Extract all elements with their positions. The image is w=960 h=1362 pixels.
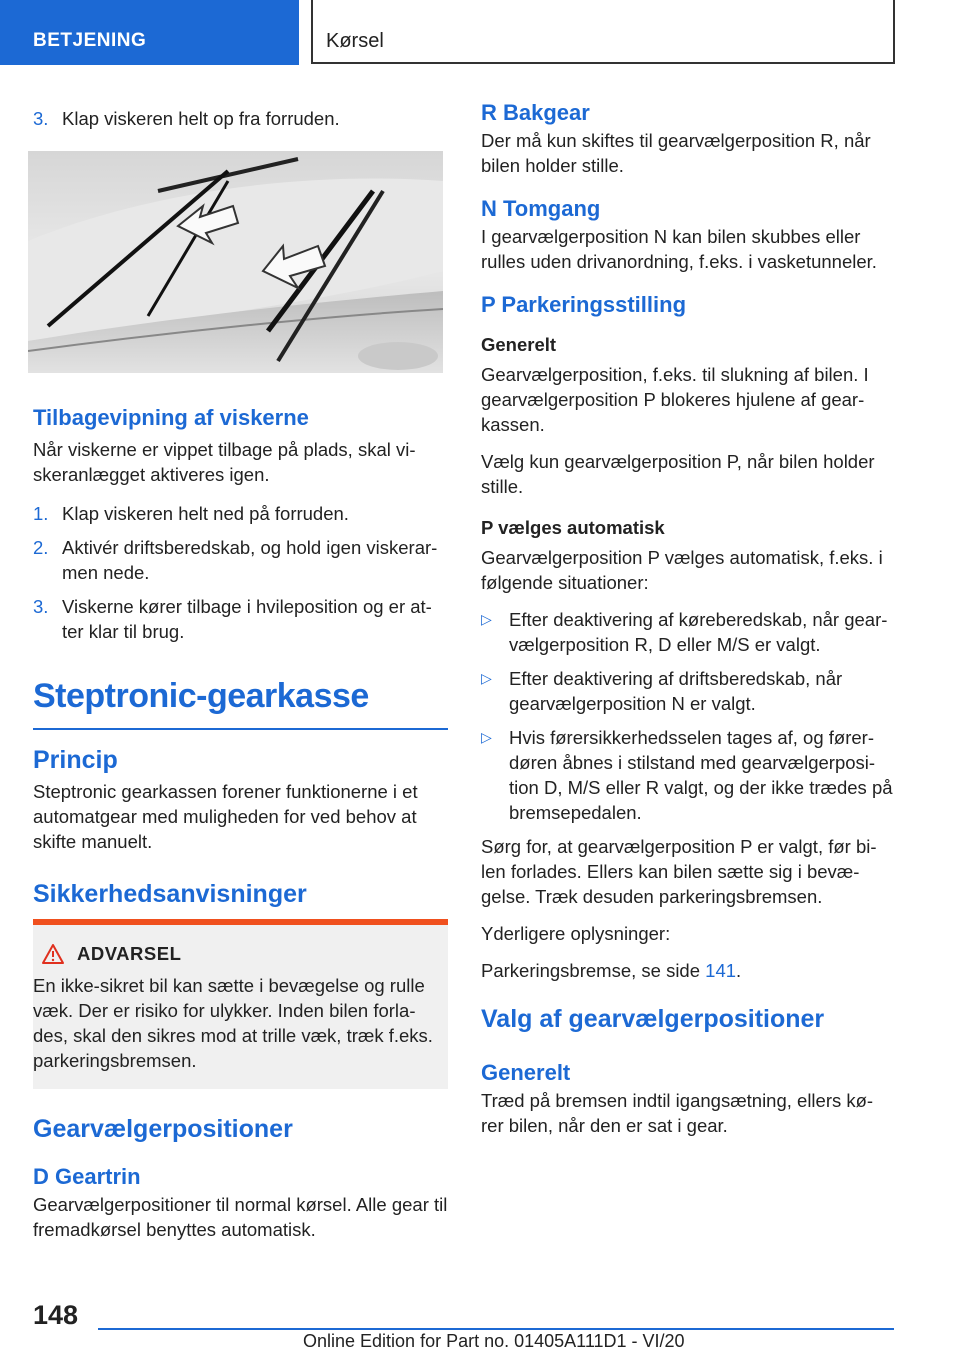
subheading-generelt: Generelt — [481, 334, 557, 355]
paragraph: Træd på bremsen indtil igangsætning, ellers kø-rer bilen, når den er sat i gear. — [481, 1090, 874, 1136]
step-number: 3. — [33, 596, 49, 617]
step-number: 1. — [33, 503, 49, 524]
section-heading-princip: Princip — [33, 746, 118, 774]
step-text: Klap viskeren helt ned på forruden. — [62, 503, 349, 524]
subheading-r-bakgear: R Bakgear — [481, 100, 590, 125]
warning-triangle-icon — [41, 943, 65, 965]
list-item — [481, 666, 895, 716]
paragraph: Vælg kun gearvælgerposition P, når bilen holder stille. — [481, 451, 875, 497]
list-item — [33, 501, 448, 526]
list-item — [481, 725, 895, 825]
paragraph: Der må kun skiftes til gearvælgerposition R, når bilen holder stille. — [481, 130, 871, 176]
paragraph: Steptronic gearkassen forener funktionerne i et automatgear med muligheden for ved behov at skifte manuelt. — [33, 781, 418, 852]
paragraph: Yderligere oplysninger: — [481, 923, 671, 944]
step-number: 3. — [33, 108, 49, 129]
warning-text: En ikke-sikret bil kan sætte i bevægelse og rulle væk. Der er risiko for ulykker. Inden bilen forla-des, skal den sikres mod at trille væk, træk f.eks. parkeringsbremsen. — [33, 975, 433, 1071]
cross-reference-text: Parkeringsbremse, se side — [481, 960, 706, 981]
paragraph: Når viskerne er vippet tilbage på plads, skal vi-skeranlægget aktiveres igen. — [33, 439, 416, 485]
page-link[interactable]: 141 — [705, 960, 737, 981]
page-number: 148 — [33, 1300, 79, 1330]
paragraph — [481, 958, 895, 983]
list-item — [33, 106, 448, 131]
warning-box — [33, 919, 448, 1089]
chapter-heading-steptronic: Steptronic-gearkasse — [33, 677, 369, 715]
subheading-valg-generelt: Generelt — [481, 1060, 571, 1085]
list-item — [481, 607, 895, 657]
edition-text: Online Edition for Part no. 01405A111D1 - VI/20 — [303, 1331, 685, 1351]
left-column — [33, 100, 448, 1254]
header-section-tab — [0, 0, 299, 65]
warning-title: ADVARSEL — [77, 943, 182, 964]
bullet-text: Hvis førersikkerhedsselen tages af, og fører-døren åbnes i stilstand med gearvælgerposi-tion D, M/S eller R valgt, og der ikke trædes på bremsepedalen. — [509, 727, 893, 823]
section-heading-valg: Valg af gearvælgerpositioner — [481, 1005, 825, 1033]
paragraph: Gearvælgerpositioner til normal kørsel. Alle gear til fremadkørsel benyttes automatisk. — [33, 1194, 448, 1240]
subheading-p-automatisk: P vælges automatisk — [481, 517, 665, 538]
header-section-label: BETJENING — [33, 30, 147, 51]
warning-header — [41, 943, 440, 965]
section-heading-gearvaelgerpositioner: Gearvælgerpositioner — [33, 1115, 293, 1143]
subheading-p-parkeringsstilling: P Parkeringsstilling — [481, 292, 687, 317]
wiper-illustration — [28, 151, 443, 373]
triangle-bullet-icon: ▷ — [481, 670, 492, 686]
bullet-text: Efter deaktivering af driftsberedskab, når gearvælgerposition N er valgt. — [509, 668, 843, 714]
punctuation: . — [736, 960, 742, 981]
paragraph: Gearvælgerposition P vælges automatisk, f.eks. i følgende situationer: — [481, 547, 883, 593]
bullet-text: Efter deaktivering af køreberedskab, når gear-vælgerposition R, D eller M/S er valgt. — [509, 609, 888, 655]
paragraph: Gearvælgerposition, f.eks. til slukning af bilen. I gearvælgerposition P blokeres hjulene af gear-kassen. — [481, 364, 869, 435]
step-number: 2. — [33, 537, 49, 558]
list-item — [33, 535, 448, 585]
subheading-n-tomgang: N Tomgang — [481, 196, 601, 221]
heading-rule — [33, 728, 448, 730]
list-item — [33, 594, 448, 644]
paragraph: I gearvælgerposition N kan bilen skubbes eller rulles uden drivanordning, f.eks. i vasketunneler. — [481, 226, 877, 272]
right-column — [481, 100, 895, 1150]
header-chapter-label: Kørsel — [326, 30, 384, 52]
triangle-bullet-icon: ▷ — [481, 611, 492, 627]
triangle-bullet-icon: ▷ — [481, 729, 492, 745]
section-heading-tilbagevipning: Tilbagevipning af viskerne — [33, 405, 309, 430]
step-text: Viskerne kører tilbage i hvileposition og er at-ter klar til brug. — [62, 596, 432, 642]
footer-rule — [98, 1328, 894, 1330]
paragraph: Sørg for, at gearvælgerposition P er valgt, før bi-len forlades. Ellers kan bilen sætte sig i bevæ-gelse. Træk desuden parkeringsbremsen. — [481, 836, 877, 907]
step-text: Aktivér driftsberedskab, og hold igen viskerar-men nede. — [62, 537, 438, 583]
section-heading-sikkerhed: Sikkerhedsanvisninger — [33, 880, 307, 908]
step-text: Klap viskeren helt op fra forruden. — [62, 108, 340, 129]
subheading-d-geartrin: D Geartrin — [33, 1164, 141, 1189]
header-chapter-tab — [311, 0, 895, 64]
